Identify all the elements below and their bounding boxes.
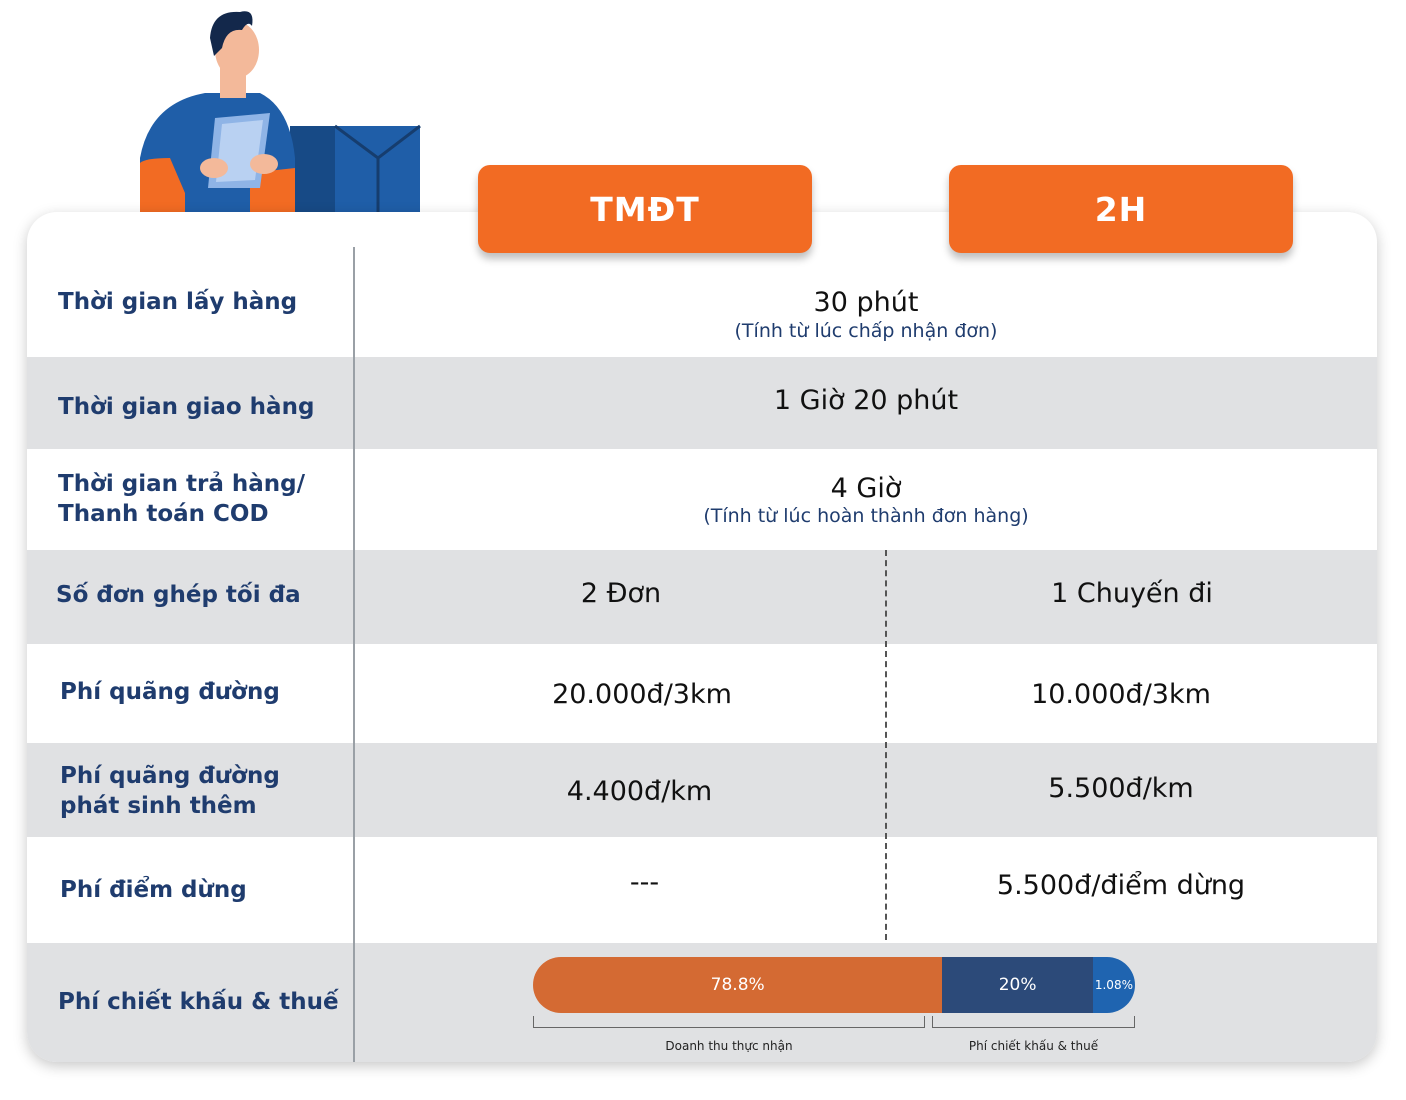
row-label: Phí chiết khấu & thuế (58, 989, 339, 1015)
row-label-line2: phát sinh thêm (60, 793, 257, 819)
pickup-value-group (355, 287, 1377, 342)
revenue-breakdown-bar (533, 957, 1135, 1013)
pickup-value: 30 phút (813, 287, 919, 318)
distance-fee-2h: 10.000đ/3km (1031, 679, 1211, 710)
max-orders-tmdt: 2 Đơn (580, 578, 662, 609)
comparison-table (27, 212, 1377, 1062)
dashed-column-divider (885, 550, 887, 940)
row-label (58, 469, 305, 529)
max-orders-2h: 1 Chuyến đi (1051, 578, 1213, 609)
extra-distance-fee-tmdt: 4.400đ/km (566, 776, 713, 807)
row-label: Thời gian lấy hàng (58, 289, 298, 315)
row-label-line1: Thời gian trả hàng/ (58, 471, 306, 497)
stop-fee-tmdt: --- (629, 867, 660, 898)
row-extra-distance-fee (27, 743, 1377, 837)
bracket-revenue-label: Doanh thu thực nhận (665, 1039, 793, 1053)
bar-segment-fee: 20% (942, 957, 1093, 1013)
row-label: Phí điểm dừng (60, 877, 247, 903)
row-label-line2: Thanh toán COD (58, 501, 269, 527)
extra-distance-fee-2h: 5.500đ/km (1048, 773, 1194, 804)
column-divider (353, 247, 355, 1062)
delivery-person-illustration (130, 8, 430, 213)
bracket-revenue (533, 1016, 925, 1028)
bracket-fee-label: Phí chiết khấu & thuế (968, 1039, 1099, 1053)
row-delivery-time (27, 357, 1377, 449)
header-tmdt: TMĐT (478, 165, 812, 253)
delivery-value: 1 Giờ 20 phút (773, 385, 959, 416)
bar-segment-revenue: 78.8% (533, 957, 942, 1013)
distance-fee-tmdt: 20.000đ/3km (552, 679, 732, 710)
return-value: 4 Giờ (830, 473, 902, 504)
row-distance-fee (27, 644, 1377, 743)
row-label (60, 761, 280, 821)
row-label: Thời gian giao hàng (58, 394, 315, 420)
return-value-group (355, 473, 1377, 527)
row-return-time (27, 449, 1377, 550)
return-note: (Tính từ lúc hoàn thành đơn hàng) (703, 505, 1029, 527)
row-label: Phí quãng đường (60, 679, 280, 705)
bracket-fee (932, 1016, 1135, 1028)
bar-segment-small: 1.08% (1093, 957, 1135, 1013)
stop-fee-2h: 5.500đ/điểm dừng (996, 870, 1246, 901)
row-stop-fee (27, 837, 1377, 943)
row-label-line1: Phí quãng đường (60, 763, 280, 789)
header-2h: 2H (949, 165, 1293, 253)
row-max-orders (27, 550, 1377, 644)
pickup-note: (Tính từ lúc chấp nhận đơn) (734, 320, 998, 342)
row-label: Số đơn ghép tối đa (56, 582, 301, 608)
row-pickup-time (27, 247, 1377, 357)
